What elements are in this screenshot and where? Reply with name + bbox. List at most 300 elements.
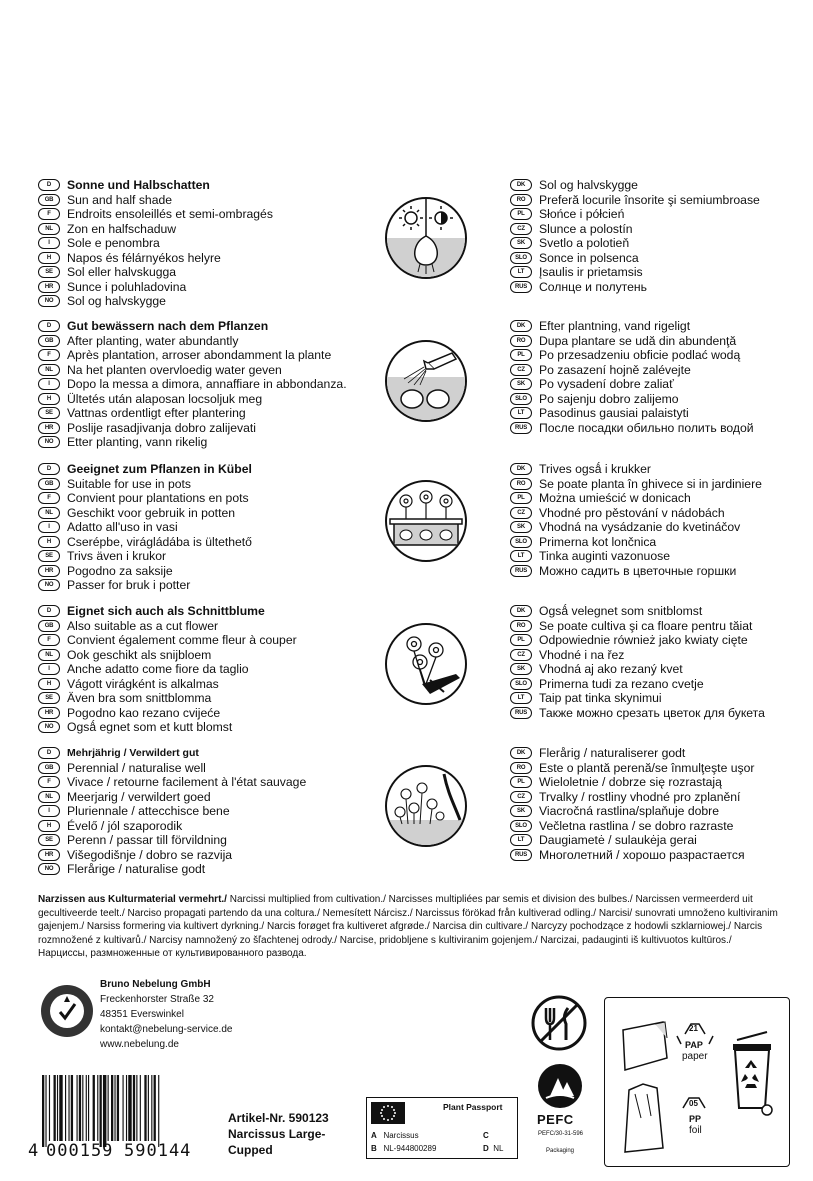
instruction-text: Pogodno za saksije: [67, 563, 173, 578]
cut-flower-icon: [384, 622, 468, 706]
language-code-badge: GB: [38, 478, 60, 490]
language-row: [38, 746, 368, 761]
language-code-badge: PL: [510, 349, 532, 361]
barcode-bar: [111, 1075, 113, 1141]
instruction-text: Napos és félárnyékos helyre: [67, 250, 221, 265]
instruction-text: Även bra som snittblomma: [67, 691, 212, 705]
language-row: [38, 334, 368, 349]
language-code-badge: SK: [510, 805, 532, 817]
instruction-text: Wieloletnie / dobrze się rozrastają: [539, 775, 722, 789]
language-code-badge: SE: [38, 834, 60, 846]
instruction-text: Солнце и полутень: [539, 279, 647, 294]
language-code-badge: HR: [38, 565, 60, 577]
language-row: [510, 406, 810, 421]
barcode-bar: [54, 1075, 56, 1141]
instruction-text: Vágott virágként is alkalmas: [67, 676, 219, 691]
language-row: [510, 520, 810, 535]
language-code-badge: SE: [38, 692, 60, 704]
language-row: [510, 251, 810, 266]
instruction-text: Flerårige / naturalise godt: [67, 862, 206, 876]
instruction-text: Primerna tudi za rezano cvetje: [539, 676, 704, 691]
language-row: [510, 604, 810, 619]
instruction-text: Preferă locurile însorite şi semiumbroase: [539, 192, 760, 207]
language-code-badge: H: [38, 393, 60, 405]
pp-a-value: Narcissus: [383, 1131, 419, 1140]
instruction-text: Vhodné pro pěstování v nádobách: [539, 505, 725, 520]
languages-column-right: [510, 746, 810, 862]
language-row: [38, 578, 368, 593]
ean-barcode: [30, 1075, 202, 1165]
language-row: [38, 421, 368, 436]
language-code-badge: SK: [510, 663, 532, 675]
company-email: kontakt@nebelung-service.de: [100, 1024, 233, 1035]
language-code-badge: RUS: [510, 707, 532, 719]
pefc-logo-icon: [536, 1062, 584, 1110]
seal-text: SUSTAINABLE SUPPLIER: [40, 1040, 101, 1046]
language-row: [38, 662, 368, 677]
language-code-badge: RO: [510, 194, 532, 206]
pp-code: PP: [689, 1114, 702, 1124]
instruction-text: Anche adatto come fiore da taglio: [67, 662, 249, 676]
languages-column-left: [38, 319, 368, 450]
language-row: [38, 775, 368, 790]
language-code-badge: SE: [38, 550, 60, 562]
instruction-text: Po vysadení dobre zaliať: [539, 377, 674, 391]
language-row: [38, 619, 368, 634]
language-code-badge: SK: [510, 237, 532, 249]
barcode-group-2: 590144: [124, 1141, 192, 1161]
language-row: [510, 348, 810, 363]
instruction-text: Vivace / retourne facilement à l'état sauvage: [67, 775, 307, 789]
instruction-text: Endroits ensoleillés et semi-ombragés: [67, 207, 273, 221]
language-code-badge: CZ: [510, 507, 532, 519]
language-code-badge: F: [38, 634, 60, 646]
instruction-text: Etter planting, vann rikelig: [67, 435, 208, 449]
barcode-bar: [97, 1075, 98, 1141]
company-address: [100, 977, 232, 1052]
instruction-text: Также можно срезать цветок для букета: [539, 705, 765, 720]
language-code-badge: LT: [510, 834, 532, 846]
barcode-bar: [103, 1075, 106, 1147]
recycling-info: [604, 997, 790, 1167]
barcode-bar: [93, 1075, 95, 1141]
instruction-text: Odpowiednie również jako kwiaty cięte: [539, 633, 748, 647]
language-code-badge: HR: [38, 281, 60, 293]
language-row: [38, 462, 368, 477]
instruction-text: After planting, water abundantly: [67, 333, 239, 348]
flower-pot-icon: [384, 479, 468, 563]
language-code-badge: RO: [510, 620, 532, 632]
barcode-bar: [114, 1075, 115, 1141]
language-row: [510, 222, 810, 237]
language-code-badge: NO: [38, 295, 60, 307]
article-info: [228, 1110, 329, 1158]
pp-b-value: NL-944800289: [383, 1144, 437, 1153]
language-row: [38, 222, 368, 237]
language-code-badge: D: [38, 179, 60, 191]
instruction-text: Efter plantning, vand rigeligt: [539, 319, 691, 333]
barcode-bar: [117, 1075, 119, 1141]
instruction-text: Convient pour plantations en pots: [67, 491, 249, 505]
instruction-text: Trives ogsǻ i krukker: [539, 462, 651, 476]
barcode-bar: [59, 1075, 62, 1141]
barcode-bar: [154, 1075, 156, 1141]
instruction-text: Also suitable as a cut flower: [67, 618, 219, 633]
instruction-text: Trvalky / rostliny vhodné pro zplanění: [539, 789, 741, 804]
instruction-text: Gut bewässern nach dem Pflanzen: [67, 319, 269, 333]
language-code-badge: NL: [38, 791, 60, 803]
instruction-text: Tinka auginti vazonuose: [539, 549, 670, 563]
instruction-text: Taip pat tinka skynimui: [539, 691, 662, 705]
languages-column-right: [510, 462, 810, 578]
language-row: [38, 207, 368, 222]
barcode-bar: [49, 1075, 50, 1141]
language-code-badge: H: [38, 536, 60, 548]
instruction-text: Ogsǻ egnet som et kutt blomst: [67, 720, 233, 734]
instruction-text: Passer for bruk i potter: [67, 578, 191, 592]
language-code-badge: NL: [38, 364, 60, 376]
language-row: [38, 677, 368, 692]
language-row: [510, 535, 810, 550]
languages-column-left: [38, 746, 368, 877]
instruction-text: Se poate planta în ghivece si in jardiniere: [539, 476, 762, 491]
language-row: [510, 662, 810, 677]
language-row: [38, 862, 368, 877]
instruction-text: Ogsǻ velegnet som snitblomst: [539, 604, 703, 618]
language-row: [38, 491, 368, 506]
instruction-text: Słońce i półcień: [539, 207, 625, 221]
pp-a-label: A: [371, 1131, 377, 1140]
instruction-text: Slunce a polostín: [539, 221, 633, 236]
language-row: [38, 280, 368, 295]
instruction-text: Można umieścić w donicach: [539, 491, 691, 505]
language-row: [38, 804, 368, 819]
language-code-badge: NL: [38, 649, 60, 661]
language-code-badge: SE: [38, 407, 60, 419]
instruction-text: Pasodinus gausiai palaistyti: [539, 406, 689, 420]
instruction-text: Viacročná rastlina/splaňuje dobre: [539, 804, 719, 818]
language-row: [38, 720, 368, 735]
barcode-bar: [126, 1075, 127, 1141]
barcode-bar: [45, 1075, 46, 1147]
language-code-badge: GB: [38, 335, 60, 347]
language-row: [38, 761, 368, 776]
language-row: [510, 648, 810, 663]
language-row: [510, 193, 810, 208]
language-row: [510, 775, 810, 790]
eu-flag-icon: [371, 1102, 405, 1124]
note-lead: Narzissen aus Kulturmaterial vermehrt./: [38, 894, 227, 905]
language-code-badge: NO: [38, 436, 60, 448]
language-row: [510, 178, 810, 193]
language-row: [38, 319, 368, 334]
language-row: [510, 746, 810, 761]
instruction-text: Sun and half shade: [67, 192, 173, 207]
pp-number: 05: [689, 1099, 698, 1108]
language-code-badge: LT: [510, 266, 532, 278]
instruction-text: Po przesadzeniu obficie podlać wodą: [539, 348, 741, 362]
language-code-badge: F: [38, 349, 60, 361]
instruction-text: Pogodno kao rezano cvijeće: [67, 705, 221, 720]
company-name: Bruno Nebelung GmbH: [100, 979, 211, 990]
language-code-badge: SK: [510, 378, 532, 390]
languages-column-right: [510, 178, 810, 294]
instruction-text: Večletna rastlina / se dobro razraste: [539, 818, 734, 833]
plant-passport: [366, 1097, 518, 1159]
barcode-digit-first: 4: [28, 1141, 39, 1161]
barcode-bar: [158, 1075, 159, 1147]
instruction-text: Višegodišnje / dobro se razvija: [67, 847, 233, 862]
language-row: [510, 633, 810, 648]
language-code-badge: CZ: [510, 649, 532, 661]
language-row: [510, 848, 810, 863]
language-row: [510, 761, 810, 776]
language-row: [38, 348, 368, 363]
language-code-badge: I: [38, 521, 60, 533]
language-code-badge: RUS: [510, 849, 532, 861]
language-code-badge: CZ: [510, 791, 532, 803]
language-row: [510, 334, 810, 349]
language-row: [38, 520, 368, 535]
language-code-badge: I: [38, 237, 60, 249]
language-code-badge: DK: [510, 320, 532, 332]
instruction-text: Adatto all'uso in vasi: [67, 520, 178, 534]
instruction-text: Sol eller halvskugga: [67, 265, 177, 279]
language-row: [510, 804, 810, 819]
language-row: [38, 633, 368, 648]
barcode-bar: [42, 1075, 44, 1147]
barcode-bar: [68, 1075, 69, 1141]
instruction-text: Geeignet zum Pflanzen in Kübel: [67, 462, 252, 476]
language-code-badge: SE: [38, 266, 60, 278]
language-code-badge: SLO: [510, 678, 532, 690]
language-row: [510, 819, 810, 834]
language-row: [510, 207, 810, 222]
language-code-badge: F: [38, 492, 60, 504]
language-code-badge: HR: [38, 707, 60, 719]
language-row: [38, 691, 368, 706]
language-row: [510, 491, 810, 506]
instruction-text: Convient également comme fleur à couper: [67, 633, 297, 647]
language-row: [510, 506, 810, 521]
pp-d-label: D: [483, 1144, 489, 1153]
language-row: [38, 251, 368, 266]
language-row: [510, 392, 810, 407]
languages-column-left: [38, 462, 368, 593]
instruction-text: Trivs även i krukor: [67, 549, 167, 563]
language-code-badge: I: [38, 378, 60, 390]
pp-c-label: C: [483, 1131, 489, 1140]
pp-d-value: NL: [493, 1144, 504, 1153]
barcode-bar: [77, 1075, 78, 1141]
pefc-label: PEFC: [537, 1112, 574, 1127]
language-row: [38, 363, 368, 378]
language-code-badge: HR: [38, 422, 60, 434]
instruction-text: Po sajenju dobro zalijemo: [539, 391, 679, 406]
instruction-text: Можно садить в цветочные горшки: [539, 563, 737, 578]
article-name-line2: Cupped: [228, 1143, 273, 1157]
language-code-badge: NL: [38, 223, 60, 235]
language-code-badge: NO: [38, 863, 60, 875]
instruction-text: Sonce in polsenca: [539, 250, 639, 265]
instruction-text: Dopo la messa a dimora, annaffiare in abbondanza.: [67, 377, 347, 391]
language-code-badge: SLO: [510, 393, 532, 405]
watering-can-icon: [384, 339, 468, 423]
language-row: [38, 819, 368, 834]
instruction-text: Poslije rasadjivanja dobro zalijevati: [67, 420, 257, 435]
language-code-badge: DK: [510, 463, 532, 475]
language-row: [510, 363, 810, 378]
language-row: [38, 477, 368, 492]
language-row: [510, 619, 810, 634]
instruction-text: Suitable for use in pots: [67, 476, 191, 491]
language-code-badge: DK: [510, 179, 532, 191]
languages-column-right: [510, 319, 810, 435]
language-code-badge: H: [38, 252, 60, 264]
language-row: [38, 790, 368, 805]
language-code-badge: DK: [510, 747, 532, 759]
instruction-text: Dupa plantare se udă din abundenţă: [539, 333, 737, 348]
language-code-badge: HR: [38, 849, 60, 861]
language-code-badge: D: [38, 320, 60, 332]
language-code-badge: SK: [510, 521, 532, 533]
company-street: Freckenhorster Straße 32: [100, 994, 214, 1005]
language-code-badge: PL: [510, 634, 532, 646]
language-code-badge: I: [38, 805, 60, 817]
instruction-text: Este o plantă perenă/se înmulţeşte uşor: [539, 760, 755, 775]
language-row: [38, 535, 368, 550]
pefc-packaging: Packaging: [546, 1148, 575, 1154]
barcode-bar: [82, 1075, 83, 1141]
language-row: [510, 549, 810, 564]
instruction-text: Perenn / passar till förvildning: [67, 833, 227, 847]
pp-b-label: B: [371, 1144, 377, 1153]
instruction-text: Ook geschikt als snijbloem: [67, 647, 212, 662]
not-edible-icon: [530, 994, 588, 1052]
barcode-bar: [136, 1075, 137, 1141]
instruction-text: Primerna kot lončnica: [539, 534, 657, 549]
instruction-text: Meerjarig / verwildert goed: [67, 789, 211, 804]
language-code-badge: GB: [38, 194, 60, 206]
instruction-text: Sol og halvskygge: [67, 294, 166, 308]
language-code-badge: CZ: [510, 364, 532, 376]
language-row: [510, 377, 810, 392]
cultivation-note: [38, 893, 778, 961]
language-code-badge: SLO: [510, 536, 532, 548]
company-website: www.nebelung.de: [100, 1039, 179, 1050]
language-row: [38, 265, 368, 280]
language-code-badge: F: [38, 208, 60, 220]
instruction-text: Flerårig / naturaliserer godt: [539, 746, 686, 760]
language-row: [510, 677, 810, 692]
language-code-badge: GB: [38, 620, 60, 632]
naturalising-flowers-icon: [384, 764, 468, 848]
barcode-bar: [88, 1075, 89, 1141]
language-code-badge: NO: [38, 721, 60, 733]
barcode-bar: [86, 1075, 87, 1141]
language-row: [38, 193, 368, 208]
barcode-bar: [71, 1075, 73, 1141]
language-row: [510, 236, 810, 251]
language-row: [510, 265, 810, 280]
language-row: [510, 833, 810, 848]
barcode-bar: [65, 1075, 66, 1141]
instruction-text: Sole e penombra: [67, 236, 160, 250]
barcode-bar: [140, 1075, 141, 1141]
instruction-text: Daugiametė / sulaukėja gerai: [539, 833, 697, 847]
language-row: [510, 421, 810, 436]
language-row: [38, 406, 368, 421]
instruction-text: Sonne und Halbschatten: [67, 178, 210, 192]
instruction-text: Po zasazení hojně zalévejte: [539, 362, 691, 377]
barcode-group-1: 000159: [46, 1141, 114, 1161]
pap-number: 21: [689, 1024, 698, 1033]
language-code-badge: PL: [510, 208, 532, 220]
barcode-bar: [100, 1075, 102, 1147]
language-code-badge: SLO: [510, 252, 532, 264]
language-code-badge: H: [38, 820, 60, 832]
language-code-badge: RO: [510, 335, 532, 347]
instruction-text: Svetlo a polotieň: [539, 236, 630, 250]
pefc-code: PEFC/30-31-596: [538, 1131, 584, 1137]
language-code-badge: LT: [510, 692, 532, 704]
language-code-badge: D: [38, 605, 60, 617]
instruction-text: Geschikt voor gebruik in potten: [67, 505, 236, 520]
barcode-bar: [133, 1075, 135, 1141]
instruction-text: Vattnas ordentligt efter plantering: [67, 406, 246, 420]
instruction-text: Zon en halfschaduw: [67, 221, 177, 236]
language-code-badge: RUS: [510, 281, 532, 293]
language-code-badge: RO: [510, 762, 532, 774]
instruction-text: Многолетний / хорошо разрастается: [539, 847, 745, 862]
instruction-text: Sol og halvskygge: [539, 178, 638, 192]
instruction-text: Évelő / jól szaporodik: [67, 818, 183, 833]
language-row: [510, 790, 810, 805]
language-row: [510, 564, 810, 579]
barcode-bar: [79, 1075, 81, 1141]
sustainable-supplier-seal-icon: [40, 984, 94, 1038]
instruction-text: Eignet sich auch als Schnittblume: [67, 604, 265, 618]
instruction-text: Mehrjährig / Verwildert gut: [67, 747, 199, 759]
language-row: [38, 377, 368, 392]
instruction-text: Se poate cultiva şi ca floare pentru tăiat: [539, 618, 753, 633]
pp-label: foil: [689, 1125, 702, 1136]
language-row: [510, 462, 810, 477]
language-row: [38, 236, 368, 251]
languages-column-left: [38, 178, 368, 309]
barcode-bar: [108, 1075, 109, 1141]
language-code-badge: H: [38, 678, 60, 690]
barcode-bar: [144, 1075, 146, 1141]
language-row: [38, 178, 368, 193]
article-number: Artikel-Nr. 590123: [228, 1111, 329, 1125]
language-row: [38, 848, 368, 863]
language-code-badge: NL: [38, 507, 60, 519]
language-code-badge: LT: [510, 550, 532, 562]
language-row: [38, 506, 368, 521]
instruction-text: После посадки обильно полить водой: [539, 420, 754, 435]
languages-column-right: [510, 604, 810, 720]
language-code-badge: D: [38, 747, 60, 759]
language-row: [38, 392, 368, 407]
barcode-bar: [123, 1075, 124, 1141]
instruction-text: Na het planten overvloedig water geven: [67, 362, 282, 377]
barcode-bar: [128, 1075, 131, 1141]
language-code-badge: F: [38, 776, 60, 788]
language-code-badge: PL: [510, 492, 532, 504]
instruction-text: Įsaulis ir prietamsis: [539, 265, 643, 279]
language-row: [510, 477, 810, 492]
